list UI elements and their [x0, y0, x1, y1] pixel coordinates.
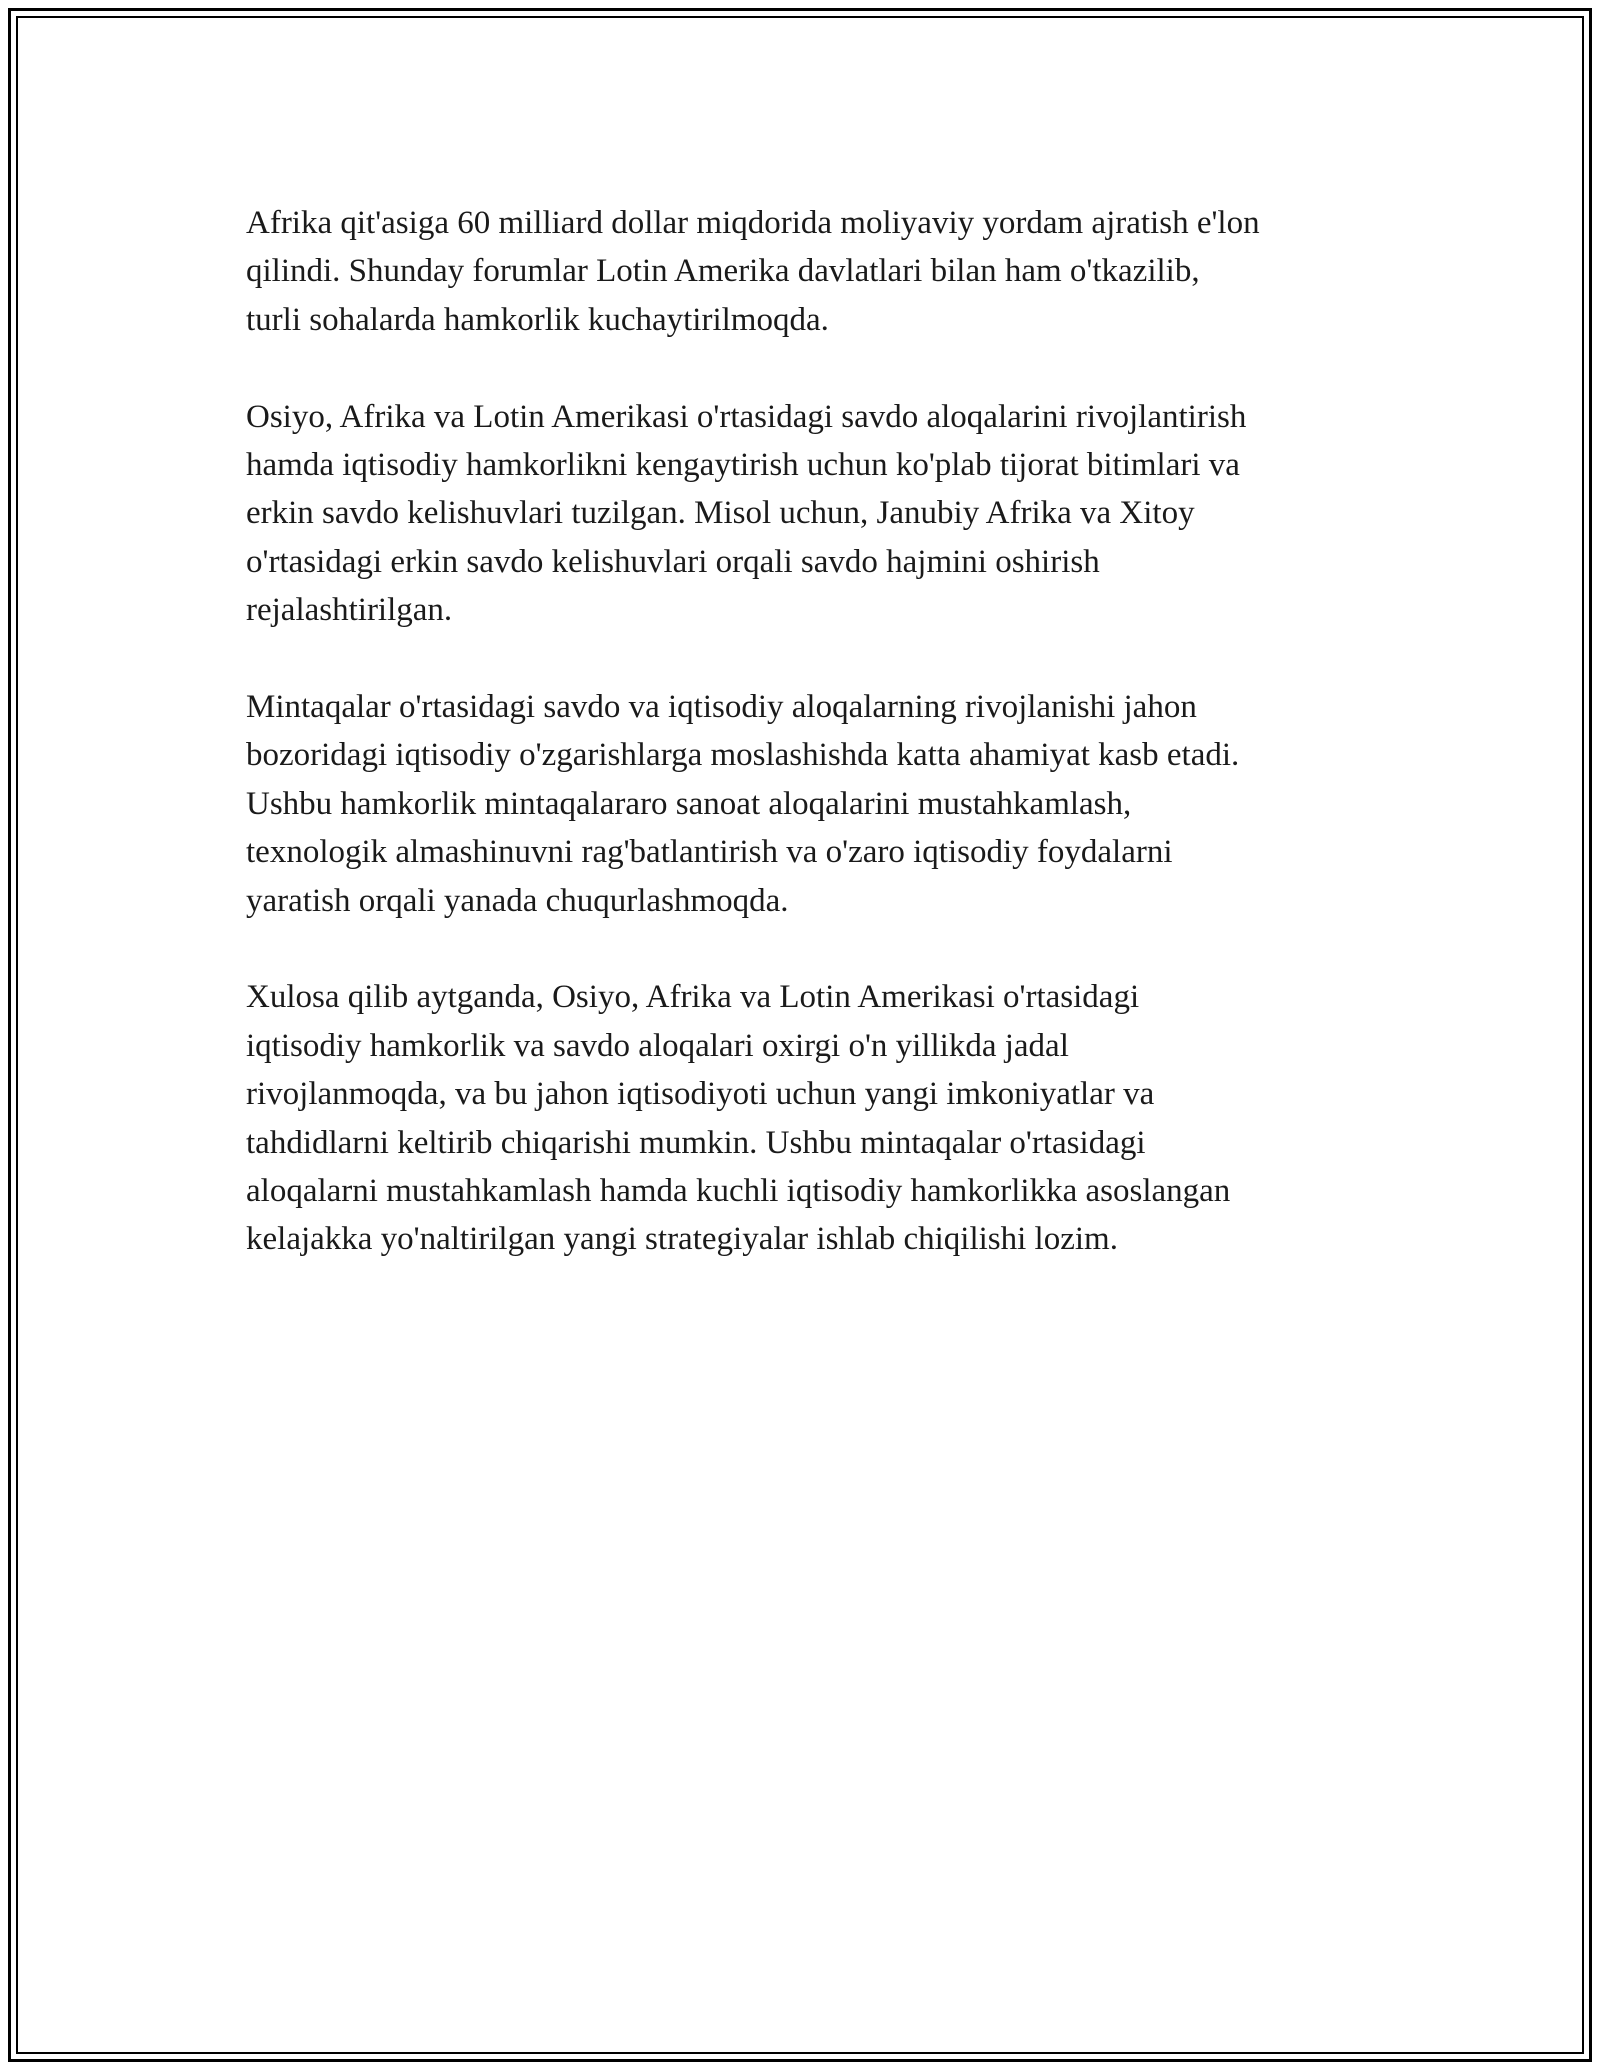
paragraph-line: o'rtasidagi erkin savdo kelishuvlari orqali savdo hajmini oshirish: [246, 543, 1100, 580]
paragraph-line: Ushbu hamkorlik mintaqalararo sanoat aloqalarini mustahkamlash,: [246, 785, 1132, 822]
paragraph-line: erkin savdo kelishuvlari tuzilgan. Misol uchun, Janubiy Afrika va Xitoy: [246, 495, 1195, 532]
paragraph-line: bozoridagi iqtisodiy o'zgarishlarga moslashishda katta ahamiyat kasb etadi.: [246, 737, 1240, 774]
paragraph-line: iqtisodiy hamkorlik va savdo aloqalari oxirgi o'n yillikda jadal: [246, 1027, 1069, 1064]
paragraph-1: [246, 199, 1396, 344]
paragraph-line: Mintaqalar o'rtasidagi savdo va iqtisodiy aloqalarning rivojlanishi jahon: [246, 689, 1197, 726]
paragraph-line: kelajakka yo'naltirilgan yangi strategiyalar ishlab chiqilishi lozim.: [246, 1221, 1118, 1258]
paragraph-line: rivojlanmoqda, va bu jahon iqtisodiyoti uchun yangi imkoniyatlar va: [246, 1076, 1155, 1113]
paragraph-4: [246, 973, 1396, 1263]
paragraph-line: qilindi. Shunday forumlar Lotin Amerika davlatlari bilan ham o'tkazilib,: [246, 253, 1200, 290]
paragraph-line: tahdidlarni keltirib chiqarishi mumkin. Ushbu mintaqalar o'rtasidagi: [246, 1124, 1146, 1161]
paragraph-line: Afrika qit'asiga 60 milliard dollar miqdorida moliyaviy yordam ajratish e'lon: [246, 205, 1260, 241]
document-body: [246, 199, 1396, 1312]
paragraph-line: yaratish orqali yanada chuqurlashmoqda.: [246, 882, 789, 919]
paragraph-line: aloqalarni mustahkamlash hamda kuchli iqtisodiy hamkorlikka asoslangan: [246, 1173, 1231, 1210]
page-border: [8, 8, 1592, 2062]
paragraph-line: texnologik almashinuvni rag'batlantirish va o'zaro iqtisodiy foydalarni: [246, 834, 1173, 871]
paragraph-3: [246, 683, 1396, 925]
paragraph-2: [246, 393, 1396, 635]
paragraph-line: Xulosa qilib aytganda, Osiyo, Afrika va Lotin Amerikasi o'rtasidagi: [246, 979, 1140, 1016]
paragraph-line: rejalashtirilgan.: [246, 592, 453, 629]
paragraph-line: turli sohalarda hamkorlik kuchaytirilmoqda.: [246, 301, 829, 338]
paragraph-line: hamda iqtisodiy hamkorlikni kengaytirish uchun ko'plab tijorat bitimlari va: [246, 447, 1240, 484]
paragraph-line: Osiyo, Afrika va Lotin Amerikasi o'rtasidagi savdo aloqalarini rivojlantirish: [246, 398, 1247, 435]
